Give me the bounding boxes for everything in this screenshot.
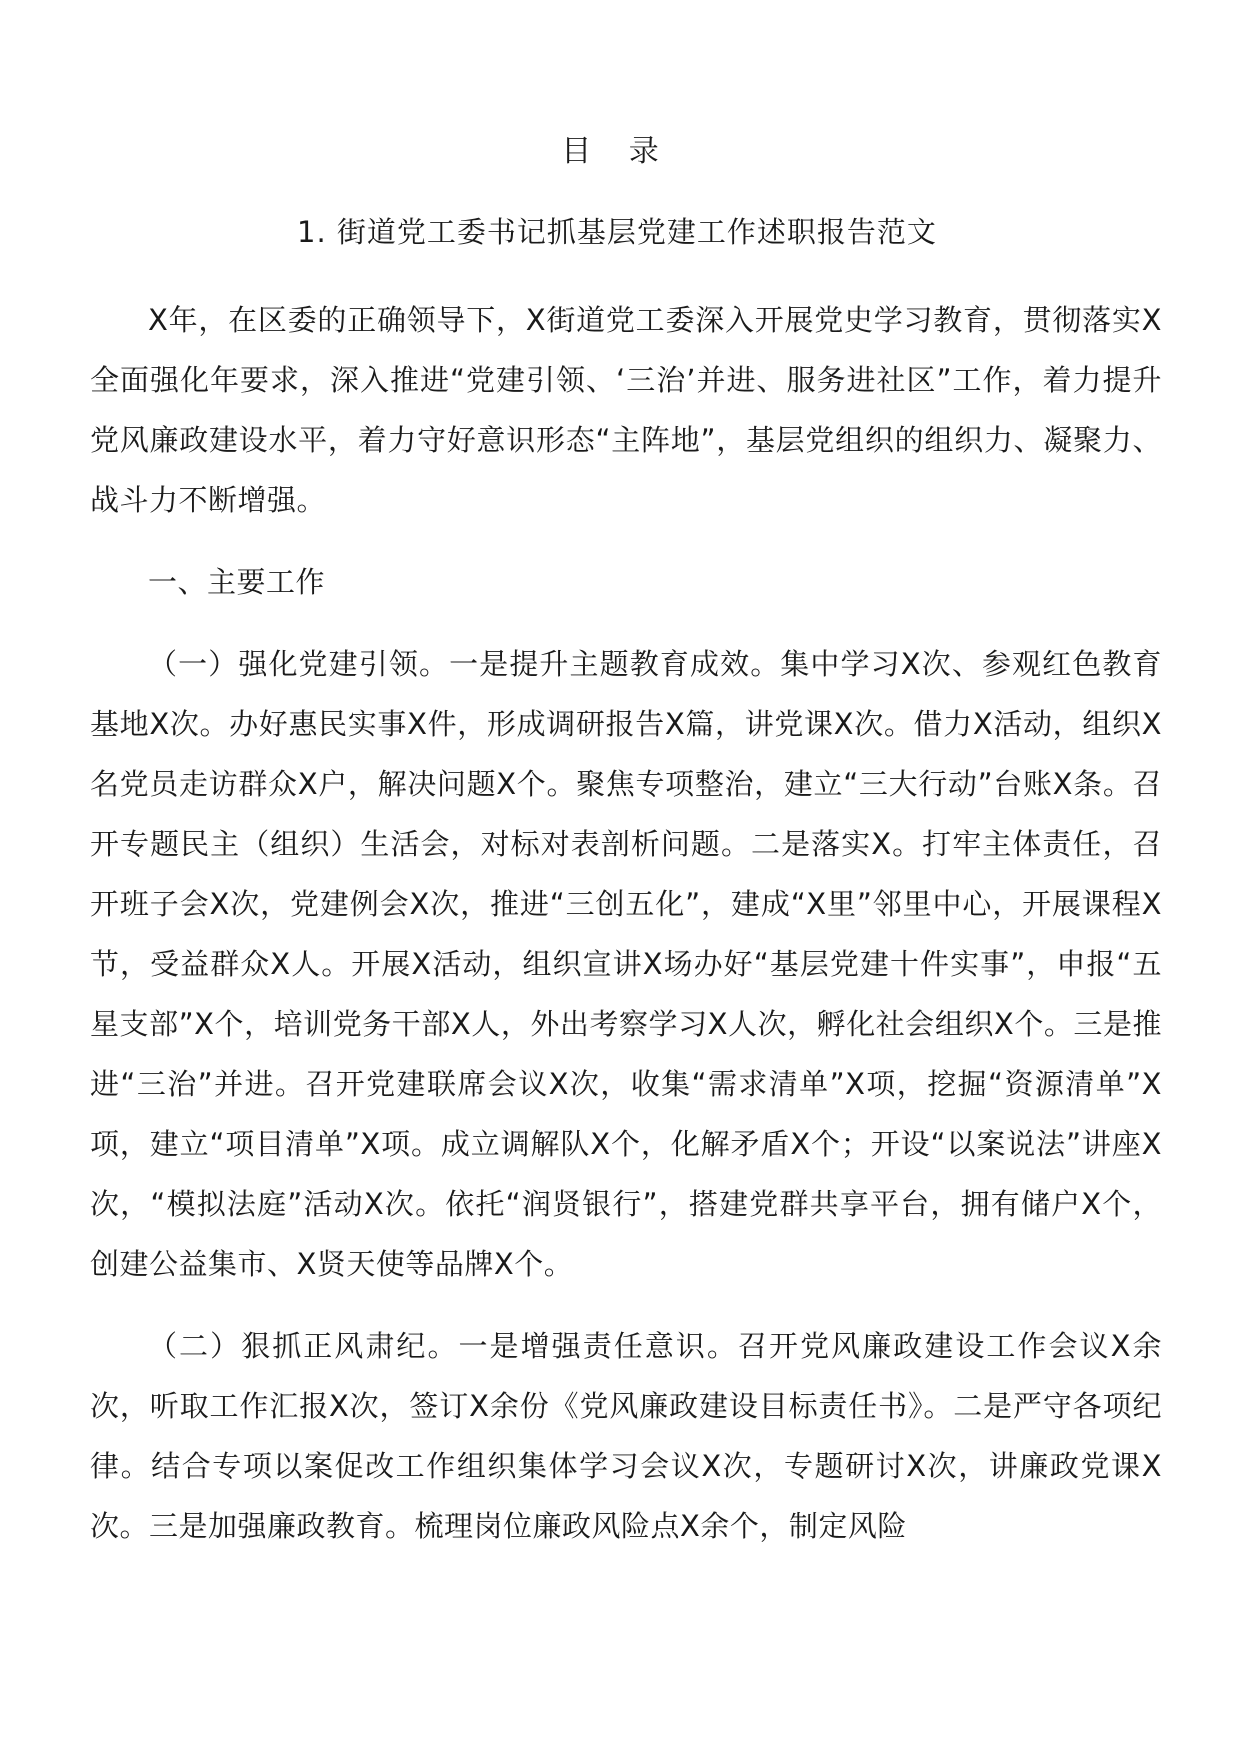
subsection-discipline-paragraph: （二）狠抓正风肃纪。一是增强责任意识。召开党风廉政建设工作会议X余次，听取工作汇报X次，签订X余份《党风廉政建设目标责任书》。二是严守各项纪律。结合专项以案促改工作组织集体学习会议X次，专题研讨X次，讲廉政党课X次。三是加强廉政教育。梳理岗位廉政风险点X余个，制定风险 (90, 1329, 1162, 1543)
intro-paragraph: X年，在区委的正确领导下，X街道党工委深入开展党史学习教育，贯彻落实X全面强化年要求，深入推进“党建引领、‘三治’并进、服务进社区”工作，着力提升党风廉政建设水平，着力守好意识形态“主阵地”，基层党组织的组织力、凝聚力、战斗力不断增强。 (90, 303, 1162, 517)
subsection-party-building-paragraph: （一）强化党建引领。一是提升主题教育成效。集中学习X次、参观红色教育基地X次。办好惠民实事X件，形成调研报告X篇，讲党课X次。借力X活动，组织X名党员走访群众X户，解决问题X个。聚焦专项整治，建立“三大行动”台账X条。召开专题民主（组织）生活会，对标对表剖析问题。二是落实X。打牢主体责任，召开班子会X次，党建例会X次，推进“三创五化”，建成“X里”邻里中心，开展课程X节，受益群众X人。开展X活动，组织宣讲X场办好“基层党建十件实事”，申报“五星支部”X个，培训党务干部X人，外出考察学习X人次，孵化社会组织X个。三是推进“三治”并进。召开党建联席会议X次，收集“需求清单”X项，挖掘“资源清单”X项，建立“项目清单”X项。成立调解队X个，化解矛盾X个；开设“以案说法”讲座X次，“模拟法庭”活动X次。依托“润贤银行”，搭建党群共享平台，拥有储户X个，创建公益集市、X贤天使等品牌X个。 (90, 647, 1162, 1281)
document-body (90, 290, 1162, 1578)
document-title: 1. 街道党工委书记抓基层党建工作述职报告范文 (297, 215, 937, 249)
section-heading-main-work: 一、主要工作 (148, 565, 326, 599)
toc-title: 目 录 (561, 134, 673, 169)
